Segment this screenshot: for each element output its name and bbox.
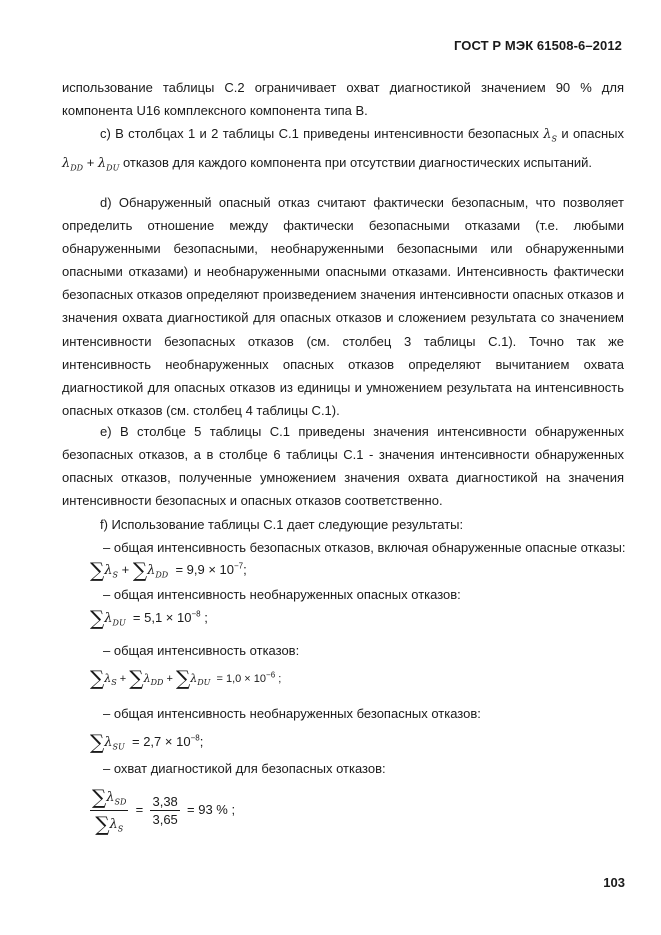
bullet-total-failures: – общая интенсивность отказов:	[103, 643, 300, 658]
paragraph-c: с) В столбцах 1 и 2 таблицы С.1 приведены интенсивности безопасных $\lambda_S$ и опасных $\lambda_{DD} + \lambda_{DU}$ отказов для каждого компонента при отсутствии диагностических испытаний.	[62, 126, 624, 173]
formula-4-end: ;	[199, 734, 204, 749]
bullet-safe-coverage: – охват диагностикой для безопасных отказов:	[103, 761, 386, 776]
formula-4-exponent: −8	[190, 733, 200, 743]
document-header: ГОСТ Р МЭК 61508-6–2012	[454, 38, 622, 53]
formula-total-failures: $\sum\lambda_S + \sum\lambda_{DD} + \sum\lambda_{DU} = 1,0 \times 10^{-6}$ ;	[90, 666, 282, 690]
fraction-values	[150, 794, 179, 827]
fraction-lambda: $\frac{\sum\lambda_{SD}}{\sum\lambda_S}$	[92, 785, 127, 836]
lambda-du-symbol: $\lambda_{DU}$	[97, 155, 120, 173]
formula-1-value: = 9,9 × 10	[175, 562, 234, 577]
formula-4-value: = 2,7 × 10	[132, 734, 191, 749]
formula-1-exponent: −7	[234, 561, 244, 571]
formula-1-end: ;	[243, 562, 247, 577]
formula-3-value: = 1,0 × 10	[216, 673, 267, 685]
paragraph-c-text-1: с) В столбцах 1 и 2 таблицы С.1 приведены интенсивности безопасных	[100, 126, 539, 141]
paragraph-d: d) Обнаруженный опасный отказ считают фактически безопасным, что позволяет определить отношение между фактически безопасными отказами (т.е. любыми обнаруженными безопасными, необнаруженными безопасными или обнаруженными опасными отказами) и необнаруженными опасными отказами. Интенсивность фактически безопасных отказов определяют произведением значения интенсивности опасных отказов и значения охвата диагностикой для опасных отказов и сложением результата со значением интенсивности безопасных отказов (см. столбец 3 таблицы С.1). Точно так же интенсивность необнаруженных опасных отказов определяют вычитанием охвата диагностикой для опасных отказов из единицы и умножением результата на интенсивность опасных отказов (см. столбец 4 таблицы С.1).	[62, 195, 624, 418]
paragraph-intro: использование таблицы С.2 ограничивает охват диагностикой значением 90 % для компонента U16 комплексного компонента типа В.	[62, 80, 624, 119]
formula-3-end: ;	[278, 673, 282, 685]
bullet-undetected-safe: – общая интенсивность необнаруженных безопасных отказов:	[103, 706, 481, 721]
formula-2-exponent: −8	[191, 609, 201, 619]
bullet-total-safe: – общая интенсивность безопасных отказов, включая обнаруженные опасные отказы:	[103, 540, 626, 555]
paragraph-c-text-3: отказов для каждого компонента при отсутствии диагностических испытаний.	[122, 154, 593, 170]
formula-safe-coverage: $\frac{\sum\lambda_{SD}}{\sum\lambda_S}$ = $\frac{3,38}{3,65}$ = 93 % ;	[92, 785, 236, 836]
formula-2-value: = 5,1 × 10	[132, 610, 192, 625]
lambda-dd-symbol: $\lambda_{DD}$	[62, 155, 84, 173]
paragraph-e: e) В столбце 5 таблицы С.1 приведены значения интенсивности обнаруженных безопасных отказов, а в столбце 6 таблицы С.1 - значения интенсивности обнаруженных опасных отказов, полученные умножением значения охвата диагностикой на значения интенсивности безопасных и опасных отказов соответственно.	[62, 424, 624, 509]
formula-total-safe: $\sum\lambda_S + \sum\lambda_{DD} = 9,9 \times 10^{-7}$;	[90, 558, 247, 582]
fraction-numerator: 3,38	[152, 794, 178, 809]
bullet-undetected-dangerous: – общая интенсивность необнаруженных опасных отказов:	[103, 587, 461, 602]
lambda-s-symbol: $\lambda_S$	[543, 127, 557, 144]
paragraph-c-text-2: и опасных	[561, 126, 624, 141]
page-number: 103	[603, 875, 625, 890]
formula-3-exponent: −6	[266, 670, 276, 680]
paragraph-f: f) Использование таблицы С.1 дает следующие результаты:	[100, 517, 464, 532]
formula-5-result: = 93 % ;	[187, 801, 236, 817]
formula-undetected-safe: $\sum\lambda_{SU} = 2,7 \times 10^{-8}$;	[90, 730, 204, 754]
formula-2-end: ;	[204, 610, 208, 625]
formula-undetected-dangerous: $\sum\lambda_{DU} = 5,1 \times 10^{-8}$ ;	[90, 606, 208, 630]
fraction-denominator: 3,65	[152, 812, 178, 827]
